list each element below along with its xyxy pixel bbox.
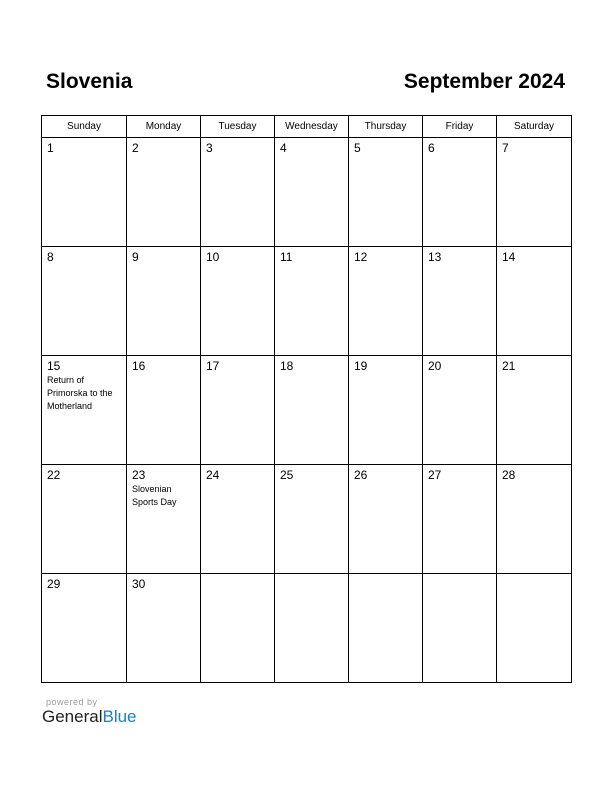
day-number: 27: [428, 468, 442, 482]
day-cell: [423, 356, 497, 465]
weekday-header: Thursday: [349, 116, 423, 138]
day-cell: [423, 247, 497, 356]
day-cell: [201, 465, 275, 574]
day-cell: [201, 356, 275, 465]
day-cell: [497, 574, 572, 683]
day-number: 12: [354, 250, 368, 264]
weekday-header: Wednesday: [275, 116, 349, 138]
day-number: 28: [502, 468, 516, 482]
day-cell: [42, 356, 127, 465]
day-cell: [497, 247, 572, 356]
day-cell: [423, 574, 497, 683]
day-cell: [275, 574, 349, 683]
day-cell: [42, 138, 127, 247]
day-cell: [275, 356, 349, 465]
day-cell: [349, 356, 423, 465]
day-number: 16: [132, 359, 146, 373]
day-cell: [423, 465, 497, 574]
day-number: 11: [280, 250, 293, 264]
day-number: 8: [47, 250, 54, 264]
day-number: 2: [132, 141, 139, 155]
day-number: 10: [206, 250, 220, 264]
day-number: 6: [428, 141, 435, 155]
weekday-header: Saturday: [497, 116, 572, 138]
day-cell: [275, 465, 349, 574]
logo-blue: Blue: [102, 707, 137, 726]
holiday-label: Return of Primorska to the Motherland: [47, 375, 113, 411]
day-cell: [127, 247, 201, 356]
calendar-grid: [41, 115, 572, 683]
day-number: 4: [280, 141, 287, 155]
day-cell: [349, 574, 423, 683]
weekday-header: Friday: [423, 116, 497, 138]
day-cell: [349, 138, 423, 247]
day-number: 21: [502, 359, 516, 373]
weekday-header: Tuesday: [201, 116, 275, 138]
day-number: 1: [47, 141, 54, 155]
day-number: 3: [206, 141, 213, 155]
day-number: 18: [280, 359, 294, 373]
week-row: [42, 574, 572, 683]
powered-by-text: powered by: [46, 697, 98, 707]
day-number: 13: [428, 250, 442, 264]
weekday-header: Monday: [127, 116, 201, 138]
day-number: 20: [428, 359, 442, 373]
day-cell: [127, 574, 201, 683]
day-cell: [497, 356, 572, 465]
logo-general: General: [42, 707, 103, 726]
day-cell: [497, 138, 572, 247]
day-cell: [349, 465, 423, 574]
day-cell: [497, 465, 572, 574]
day-cell: [423, 138, 497, 247]
day-number: 19: [354, 359, 368, 373]
day-cell: [201, 247, 275, 356]
day-number: 23: [132, 468, 146, 482]
day-number: 24: [206, 468, 220, 482]
holiday-label: Slovenian Sports Day: [132, 484, 177, 507]
day-cell: [127, 138, 201, 247]
day-number: 25: [280, 468, 294, 482]
day-number: 7: [502, 141, 509, 155]
day-number: 5: [354, 141, 361, 155]
day-cell: [42, 574, 127, 683]
day-cell: [127, 465, 201, 574]
day-cell: [201, 574, 275, 683]
day-number: 17: [206, 359, 220, 373]
day-number: 9: [132, 250, 139, 264]
day-number: 14: [502, 250, 516, 264]
day-number: 15: [47, 359, 61, 373]
week-row: [42, 356, 572, 465]
day-cell: [275, 247, 349, 356]
country-title: Slovenia: [46, 70, 133, 93]
day-number: 22: [47, 468, 61, 482]
day-number: 26: [354, 468, 368, 482]
day-number: 29: [47, 577, 61, 591]
week-row: [42, 138, 572, 247]
day-cell: [349, 247, 423, 356]
day-cell: [275, 138, 349, 247]
day-cell: [201, 138, 275, 247]
day-cell: [42, 465, 127, 574]
day-cell: [127, 356, 201, 465]
day-number: 30: [132, 577, 146, 591]
month-title: September 2024: [403, 70, 565, 93]
generalblue-logo[interactable]: [42, 707, 137, 727]
week-row: [42, 465, 572, 574]
week-row: [42, 247, 572, 356]
day-cell: [42, 247, 127, 356]
weekday-header: Sunday: [42, 116, 127, 138]
